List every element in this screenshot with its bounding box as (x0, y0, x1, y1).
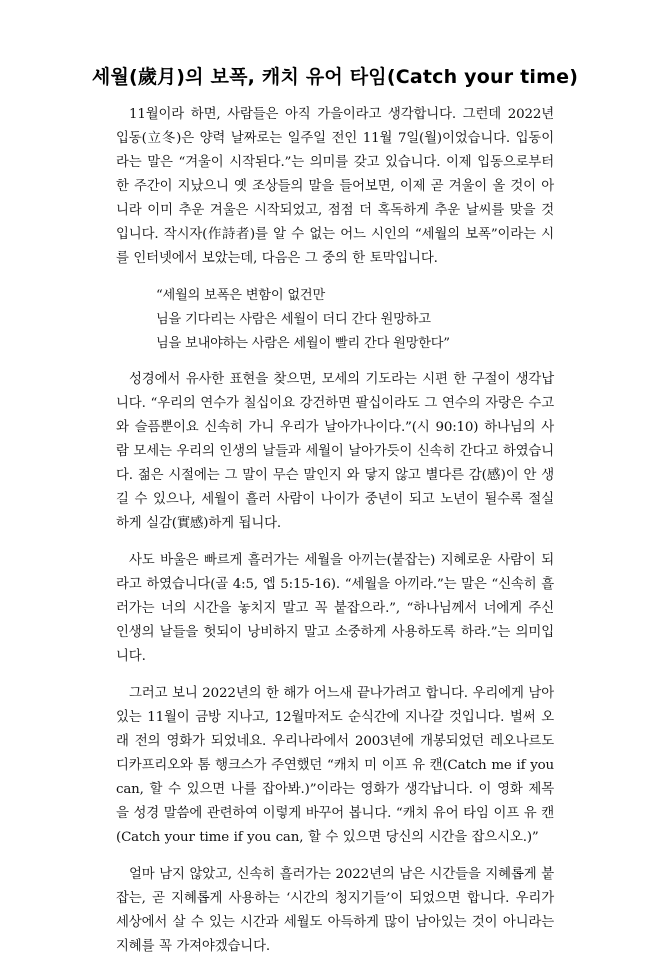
paragraph-movie: 그러고 보니 2022년의 한 해가 어느새 끝나가려고 합니다. 우리에게 남아있는 11월이 금방 지나고, 12월마저도 순식간에 지나갈 것입니다. 벌써 오래 전의 영화가 되었네요. 우리나라에서 2003년에 개봉되었던 레오나르도 디카프리오와 톰 행크스가 주연했던 “캐치 미 이프 유 캔(Catch me if you can, 할 수 있으면 나를 잡아봐.)”이라는 영화가 생각납니다. 이 영화 제목을 성경 말씀에 관련하여 이렇게 바꾸어 봅니다. “캐치 유어 타임 이프 유 캔(Catch your time if you can, 할 수 있으면 당신의 시간을 잡으시오.)” (116, 686, 554, 845)
poem-quote (156, 284, 554, 356)
paragraph-paul: 사도 바울은 빠르게 흘러가는 세월을 아끼는(붙잡는) 지혜로운 사람이 되라고 하였습니다(골 4:5, 엡 5:15-16). “세월을 아끼라.”는 말은 “신속히 흘러가는 너의 시간을 놓치지 말고 꼭 붙잡으라.”, “하나님께서 너에게 주신 인생의 날들을 헛되이 낭비하지 말고 소중하게 사용하도록 하라.”는 의미입니다. (116, 553, 554, 664)
paragraph-scripture: 성경에서 유사한 표현을 찾으면, 모세의 기도라는 시편 한 구절이 생각납니다. “우리의 연수가 칠십이요 강건하면 팔십이라도 그 연수의 자랑은 수고와 슬픔뿐이요 신속히 가니 우리가 날아가나이다.”(시 90:10) 하나님의 사람 모세는 우리의 인생의 날들과 세월이 날아가듯이 신속히 간다고 하였습니다. 젊은 시절에는 그 말이 무슨 말인지 와 닿지 않고 별다른 감(感)이 안 생길 수 있으나, 세월이 흘러 사람이 나이가 중년이 되고 노년이 될수록 절실하게 실감(實感)하게 됩니다. (116, 372, 554, 531)
document-title: 세월(歲月)의 보폭, 캐치 유어 타임(Catch your time) (91, 66, 579, 88)
poem-line: 님을 기다리는 사람은 세월이 더디 간다 원망하고 (156, 312, 431, 327)
paragraph-conclusion: 얼마 남지 않았고, 신속히 흘러가는 2022년의 남은 시간들을 지혜롭게 붙잡는, 곧 지혜롭게 사용하는 ‘시간의 청지기들’이 되었으면 합니다. 우리가 세상에서 살 수 있는 시간과 세월도 아득하게 많이 남아있는 것이 아니라는 지혜를 꼭 가져야겠습니다. (116, 867, 554, 954)
paragraph-intro: 11월이라 하면, 사람들은 아직 가을이라고 생각합니다. 그런데 2022년 입동(立冬)은 양력 날짜로는 일주일 전인 11월 7일(월)이었습니다. 입동이라는 말은 “겨울이 시작된다.”는 의미를 갖고 있습니다. 이제 입동으로부터 한 주간이 지났으니 옛 조상들의 말을 들어보면, 이제 곧 겨울이 올 것이 아니라 이미 추운 겨울은 시작되었고, 점점 더 혹독하게 추운 날씨를 맞을 것입니다. 작시자(作詩者)를 알 수 없는 어느 시인의 “세월의 보폭”이라는 시를 인터넷에서 보았는데, 다음은 그 중의 한 토막입니다. (116, 107, 554, 266)
poem-line: 님을 보내야하는 사람은 세월이 빨리 간다 원망한다” (156, 336, 450, 351)
document-body (116, 103, 554, 972)
poem-line: “세월의 보폭은 변함이 없건만 (156, 288, 325, 303)
